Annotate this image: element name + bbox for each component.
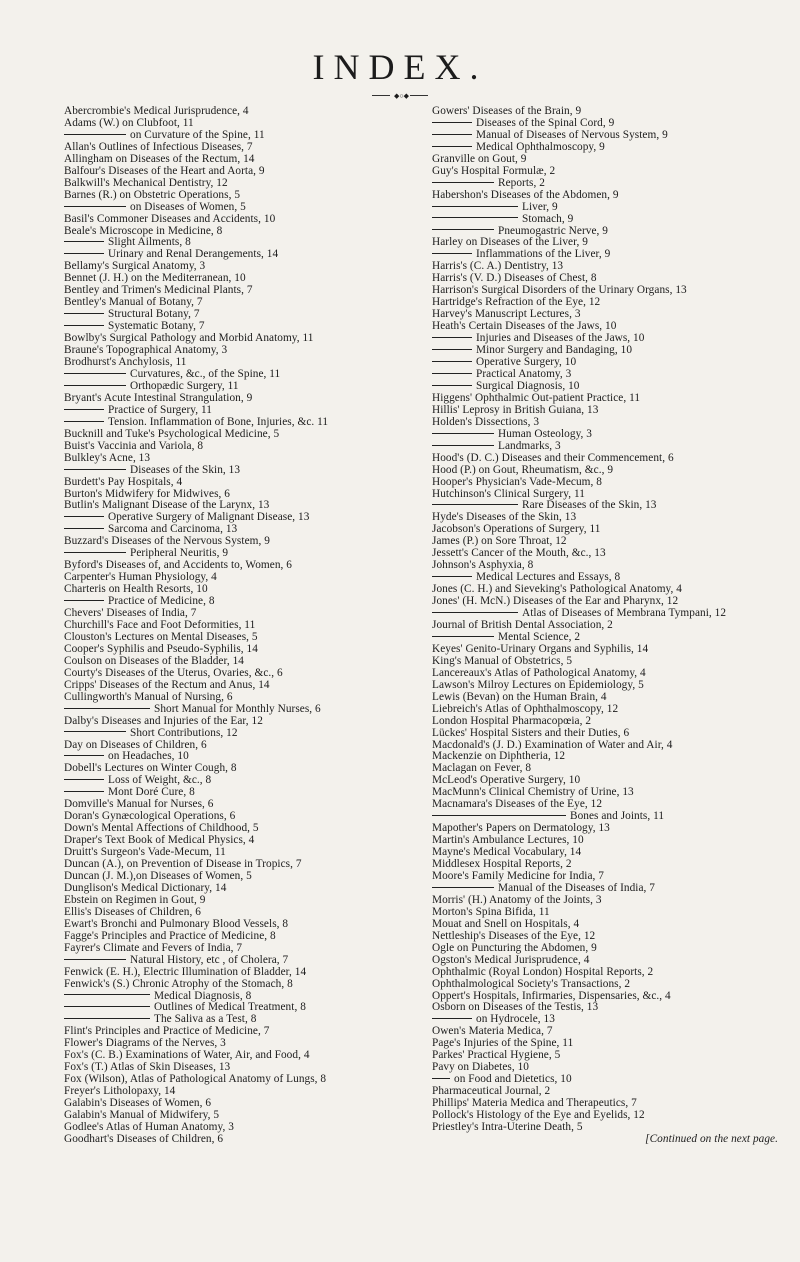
index-entry-text: on Food and Dietetics, 10: [454, 1073, 572, 1086]
index-entry-text: The Saliva as a Test, 8: [154, 1013, 257, 1026]
ditto-rule: [64, 385, 126, 386]
index-entry-text: Medical Lectures and Essays, 8: [476, 571, 621, 584]
index-entry-text: Morris' (H.) Anatomy of the Joints, 3: [432, 893, 602, 906]
index-entry-text: MacMunn's Clinical Chemistry of Urine, 13: [432, 786, 634, 799]
index-entry-text: Curvatures, &c., of the Spine, 11: [130, 367, 281, 380]
index-entry-text: Martin's Ambulance Lectures, 10: [432, 834, 584, 847]
index-entry-text: Pavy on Diabetes, 10: [432, 1061, 530, 1074]
index-entry-text: Mont Doré Cure, 8: [108, 786, 195, 799]
index-entry-text: Fox's (T.) Atlas of Skin Diseases, 13: [64, 1061, 231, 1074]
index-entry-text: Bowlby's Surgical Pathology and Morbid Anatomy, 11: [64, 332, 314, 345]
ditto-rule: [432, 636, 494, 637]
index-entry-text: Cripps' Diseases of the Rectum and Anus, 14: [64, 678, 270, 691]
index-entry-text: Medical Diagnosis, 8: [154, 989, 252, 1002]
index-entry-text: Manual of Diseases of Nervous System, 9: [476, 128, 668, 141]
ditto-rule: [64, 708, 150, 709]
index-entry-text: Clouston's Lectures on Mental Diseases, 5: [64, 630, 258, 643]
index-entry-text: Operative Surgery, 10: [476, 356, 577, 369]
index-entry-text: Higgens' Ophthalmic Out-patient Practice, 11: [432, 391, 641, 404]
index-entry-text: Jones (C. H.) and Sieveking's Pathological Anatomy, 4: [432, 583, 682, 596]
index-entry-text: Basil's Commoner Diseases and Accidents, 10: [64, 212, 276, 225]
index-entry-text: Gowers' Diseases of the Brain, 9: [432, 105, 582, 117]
index-entry-text: Hillis' Leprosy in British Guiana, 13: [432, 403, 599, 416]
index-entry-text: on Diseases of Women, 5: [130, 200, 246, 213]
index-entry-text: Atlas of Diseases of Membrana Tympani, 12: [522, 607, 727, 620]
index-entry-text: Bentley's Manual of Botany, 7: [64, 296, 203, 309]
index-entry-text: Surgical Diagnosis, 10: [476, 379, 580, 392]
index-entry-text: Granville on Gout, 9: [432, 152, 527, 165]
index-entry-text: Cullingworth's Manual of Nursing, 6: [64, 690, 233, 703]
ditto-rule: [432, 229, 494, 230]
index-entry-text: London Hospital Pharmacopœia, 2: [432, 714, 592, 727]
index-entry-text: Practice of Surgery, 11: [108, 403, 212, 416]
index-entry-text: Druitt's Surgeon's Vade-Mecum, 11: [64, 846, 226, 859]
ditto-rule: [64, 373, 126, 374]
index-entry-text: Human Osteology, 3: [498, 427, 592, 440]
index-entry-text: Sarcoma and Carcinoma, 13: [108, 523, 238, 536]
ditto-rule: [64, 469, 126, 470]
ornament-rule-left: [372, 95, 390, 96]
index-entry-text: Osborn on Diseases of the Testis, 13: [432, 1001, 599, 1014]
index-entry-text: on Curvature of the Spine, 11: [130, 128, 265, 141]
index-entry-text: Middlesex Hospital Reports, 2: [432, 858, 572, 871]
index-entry-text: Phillips' Materia Medica and Therapeutics, 7: [432, 1097, 637, 1110]
index-entry-text: Ogston's Medical Jurisprudence, 4: [432, 953, 590, 966]
ditto-rule: [64, 134, 126, 135]
index-entry-text: Pharmaceutical Journal, 2: [432, 1085, 551, 1098]
index-entry-text: Morton's Spina Bifida, 11: [432, 905, 550, 918]
index-entry-text: Bones and Joints, 11: [570, 810, 665, 823]
index-entry-text: Bucknill and Tuke's Psychological Medicine, 5: [64, 427, 280, 440]
index-entry-text: Mouat and Snell on Hospitals, 4: [432, 917, 580, 930]
index-entry-text: Churchill's Face and Foot Deformities, 11: [64, 618, 256, 631]
index-entry-text: on Headaches, 10: [108, 750, 189, 763]
ditto-rule: [64, 421, 104, 422]
index-entry-text: Tension. Inflammation of Bone, Injuries, &c. 11: [108, 415, 329, 428]
ditto-rule: [432, 182, 494, 183]
index-entry-text: Carpenter's Human Physiology, 4: [64, 571, 217, 584]
index-entry-text: Goodhart's Diseases of Children, 6: [64, 1132, 224, 1145]
index-entry-text: Diseases of the Spinal Cord, 9: [476, 116, 615, 129]
index-entry-text: Harris's (C. A.) Dentistry, 13: [432, 260, 564, 273]
ditto-rule: [64, 731, 126, 732]
index-entry-text: Down's Mental Affections of Childhood, 5: [64, 822, 259, 835]
index-entry-text: Ogle on Puncturing the Abdomen, 9: [432, 941, 597, 954]
index-entry-text: Butlin's Malignant Disease of the Larynx, 13: [64, 499, 270, 512]
ditto-rule: [432, 337, 472, 338]
index-entry-text: Jacobson's Operations of Surgery, 11: [432, 523, 601, 536]
index-entry-text: Landmarks, 3: [498, 439, 561, 452]
ditto-rule: [64, 516, 104, 517]
index-entry-text: Johnson's Asphyxia, 8: [432, 559, 534, 572]
index-entry-text: Outlines of Medical Treatment, 8: [154, 1001, 306, 1014]
index-entry-text: Urinary and Renal Derangements, 14: [108, 248, 279, 261]
index-entry-text: Keyes' Genito-Urinary Organs and Syphilis, 14: [432, 642, 649, 655]
index-entry-text: Practical Anatomy, 3: [476, 367, 572, 380]
index-entry-text: Ophthalmological Society's Transactions, 2: [432, 977, 631, 990]
index-entry-text: Lawson's Milroy Lectures on Epidemiology, 5: [432, 678, 644, 691]
ornament-rule-right: [410, 95, 428, 96]
index-entry-text: Braune's Topographical Anatomy, 3: [64, 344, 228, 357]
index-entry-text: Ewart's Bronchi and Pulmonary Blood Vessels, 8: [64, 917, 289, 930]
index-entry-text: Harvey's Manuscript Lectures, 3: [432, 308, 581, 321]
ditto-rule: [432, 385, 472, 386]
index-entry-text: Mental Science, 2: [498, 630, 581, 643]
page-title: INDEX.: [312, 47, 488, 87]
index-entry: [432, 190, 778, 202]
index-entry-text: Hood (P.) on Gout, Rheumatism, &c., 9: [432, 463, 614, 476]
index-entry-text: Pneumogastric Nerve, 9: [498, 224, 608, 237]
index-entry: [64, 369, 426, 381]
index-entry: [432, 429, 778, 441]
index-entry-text: Rare Diseases of the Skin, 13: [522, 499, 657, 512]
index-entry-text: Charteris on Health Resorts, 10: [64, 583, 208, 596]
index-entry-text: Galabin's Diseases of Women, 6: [64, 1097, 212, 1110]
index-entry-text: Galabin's Manual of Midwifery, 5: [64, 1109, 220, 1122]
index-entry-text: Loss of Weight, &c., 8: [108, 774, 212, 787]
index-entry-text: Cooper's Syphilis and Pseudo-Syphilis, 14: [64, 642, 258, 655]
index-entry-text: Pollock's Histology of the Eye and Eyelids, 12: [432, 1109, 645, 1122]
ditto-rule: [432, 122, 472, 123]
index-entry-text: Fagge's Principles and Practice of Medicine, 8: [64, 929, 276, 942]
ditto-rule: [64, 755, 104, 756]
ditto-rule: [64, 253, 104, 254]
ditto-rule: [64, 959, 126, 960]
index-entry-text: Minor Surgery and Bandaging, 10: [476, 344, 633, 357]
index-entry-text: Lancereaux's Atlas of Pathological Anatomy, 4: [432, 666, 646, 679]
index-entry: [64, 536, 426, 548]
index-entry-text: Bentley and Trimen's Medicinal Plants, 7: [64, 284, 253, 297]
index-entry-text: King's Manual of Obstetrics, 5: [432, 654, 573, 667]
index-entry-text: Fox (Wilson), Atlas of Pathological Anatomy of Lungs, 8: [64, 1073, 327, 1086]
index-entry-text: Habershon's Diseases of the Abdomen, 9: [432, 188, 619, 201]
index-entry-text: Fox's (C. B.) Examinations of Water, Air, and Food, 4: [64, 1049, 310, 1062]
index-entry-text: Heath's Certain Diseases of the Jaws, 10: [432, 320, 617, 333]
index-entry-text: Peripheral Neuritis, 9: [130, 547, 229, 560]
index-entry-text: Allingham on Diseases of the Rectum, 14: [64, 152, 255, 165]
index-entry-text: Burton's Midwifery for Midwives, 6: [64, 487, 230, 500]
index-entry-text: Short Contributions, 12: [130, 726, 238, 739]
index-entry-text: Macnamara's Diseases of the Eye, 12: [432, 798, 603, 811]
index-entry-text: Slight Ailments, 8: [108, 236, 191, 249]
index-entry-text: Byford's Diseases of, and Accidents to, Women, 6: [64, 559, 292, 572]
index-entry-text: Fenwick's (S.) Chronic Atrophy of the Stomach, 8: [64, 977, 293, 990]
index-entry-text: Parkes' Practical Hygiene, 5: [432, 1049, 561, 1062]
index-entry-text: Maclagan on Fever, 8: [432, 762, 532, 775]
index-entry-text: Hutchinson's Clinical Surgery, 11: [432, 487, 585, 500]
index-entry: [64, 1134, 426, 1146]
ditto-rule: [432, 361, 472, 362]
ditto-rule: [432, 612, 518, 613]
index-entry-text: Abercrombie's Medical Jurisprudence, 4: [64, 105, 249, 117]
index-entry-text: Hartridge's Refraction of the Eye, 12: [432, 296, 601, 309]
index-column-right: [432, 106, 778, 1146]
index-entry-text: Harrison's Surgical Disorders of the Urinary Organs, 13: [432, 284, 687, 297]
index-entry-text: Stomach, 9: [522, 212, 574, 225]
index-entry-text: Mayne's Medical Vocabulary, 14: [432, 846, 582, 859]
ditto-rule: [64, 206, 126, 207]
index-entry-text: Hooper's Physician's Vade-Mecum, 8: [432, 475, 602, 488]
index-entry-text: Draper's Text Book of Medical Physics, 4: [64, 834, 255, 847]
index-entry-text: Burdett's Pay Hospitals, 4: [64, 475, 183, 488]
index-entry: [432, 166, 778, 178]
index-entry-text: Ophthalmic (Royal London) Hospital Reports, 2: [432, 965, 654, 978]
ditto-rule: [64, 528, 104, 529]
index-entry-text: Moore's Family Medicine for India, 7: [432, 870, 604, 882]
ditto-rule: [432, 815, 566, 816]
index-entry: [64, 453, 426, 465]
index-entry-text: Harris's (V. D.) Diseases of Chest, 8: [432, 272, 597, 285]
ditto-rule: [432, 576, 472, 577]
index-entry-text: Coulson on Diseases of the Bladder, 14: [64, 654, 244, 667]
ditto-rule: [432, 445, 494, 446]
index-entry: [432, 417, 778, 429]
index-entry-text: Balkwill's Mechanical Dentistry, 12: [64, 176, 228, 189]
index-entry-text: Owen's Materia Medica, 7: [432, 1025, 553, 1038]
continued-note: [Continued on the next page.: [645, 1132, 778, 1145]
index-column-left: [64, 106, 426, 1146]
index-entry-text: Duncan (J. M.),on Diseases of Women, 5: [64, 870, 252, 882]
index-entry-text: Lückes' Hospital Sisters and their Duties, 6: [432, 726, 630, 739]
index-entry: [432, 202, 778, 214]
ditto-rule: [432, 433, 494, 434]
index-entry-text: Journal of British Dental Association, 2: [432, 618, 613, 631]
index-entry-text: James (P.) on Sore Throat, 12: [432, 535, 567, 548]
ditto-rule: [64, 1018, 150, 1019]
ditto-rule: [64, 791, 104, 792]
ditto-rule: [64, 313, 104, 314]
index-entry-text: Manual of the Diseases of India, 7: [498, 881, 655, 894]
index-entry-text: Ellis's Diseases of Children, 6: [64, 905, 201, 918]
index-entry-text: Hyde's Diseases of the Skin, 13: [432, 511, 577, 524]
index-entry-text: Duncan (A.), on Prevention of Disease in Tropics, 7: [64, 858, 302, 871]
ditto-rule: [64, 552, 126, 553]
ditto-rule: [432, 1078, 450, 1079]
index-entry-text: Jones' (H. McN.) Diseases of the Ear and Pharynx, 12: [432, 595, 679, 608]
ditto-rule: [432, 253, 472, 254]
index-entry-text: Balfour's Diseases of the Heart and Aorta, 9: [64, 164, 265, 177]
index-entry-text: Orthopædic Surgery, 11: [130, 379, 239, 392]
ditto-rule: [64, 409, 104, 410]
index-entry-text: Medical Ophthalmoscopy, 9: [476, 140, 605, 153]
index-entry-text: Injuries and Diseases of the Jaws, 10: [476, 332, 645, 345]
index-entry-text: Fenwick (E. H.), Electric Illumination of Bladder, 14: [64, 965, 307, 978]
index-entry-text: Practice of Medicine, 8: [108, 595, 215, 608]
index-entry-text: Godlee's Atlas of Human Anatomy, 3: [64, 1121, 234, 1134]
index-entry-text: on Hydrocele, 13: [476, 1013, 555, 1026]
index-entry-text: Adams (W.) on Clubfoot, 11: [64, 116, 194, 129]
index-entry-text: Barnes (R.) on Obstetric Operations, 5: [64, 188, 241, 201]
index-entry-text: Guy's Hospital Formulæ, 2: [432, 164, 556, 177]
index-entry-text: Dalby's Diseases and Injuries of the Ear, 12: [64, 714, 263, 727]
ditto-rule: [64, 779, 104, 780]
index-entry-text: Bulkley's Acne, 13: [64, 451, 151, 464]
ditto-rule: [432, 134, 472, 135]
index-entry-text: Oppert's Hospitals, Infirmaries, Dispensaries, &c., 4: [432, 989, 671, 1002]
index-entry-text: Courty's Diseases of the Uterus, Ovaries, &c., 6: [64, 666, 283, 679]
index-entry-text: Freyer's Litholopaxy, 14: [64, 1085, 176, 1098]
index-entry-text: Flint's Principles and Practice of Medicine, 7: [64, 1025, 270, 1038]
index-entry-text: Allan's Outlines of Infectious Diseases, 7: [64, 140, 253, 153]
index-entry-text: Bellamy's Surgical Anatomy, 3: [64, 260, 206, 273]
index-entry-text: Nettleship's Diseases of the Eye, 12: [432, 929, 596, 942]
index-entry-text: Jessett's Cancer of the Mouth, &c., 13: [432, 547, 606, 560]
index-entry-text: Structural Botany, 7: [108, 308, 200, 321]
ditto-rule: [432, 1018, 472, 1019]
index-entry-text: Fayrer's Climate and Fevers of India, 7: [64, 941, 243, 954]
ditto-rule: [432, 217, 518, 218]
index-entry-text: Page's Injuries of the Spine, 11: [432, 1037, 574, 1050]
ditto-rule: [64, 1006, 150, 1007]
ditto-rule: [432, 373, 472, 374]
ditto-rule: [64, 600, 104, 601]
index-entry-text: Buzzard's Diseases of the Nervous System, 9: [64, 535, 270, 548]
index-entry-text: Domville's Manual for Nurses, 6: [64, 798, 214, 811]
index-entry-text: Beale's Microscope in Medicine, 8: [64, 224, 223, 237]
ditto-rule: [64, 241, 104, 242]
index-entry-text: Lewis (Bevan) on the Human Brain, 4: [432, 690, 607, 703]
index-entry-text: Flower's Diagrams of the Nerves, 3: [64, 1037, 226, 1050]
index-entry-text: Operative Surgery of Malignant Disease, 13: [108, 511, 310, 524]
index-entry-text: Mapother's Papers on Dermatology, 13: [432, 822, 610, 835]
index-entry-text: Day on Diseases of Children, 6: [64, 738, 207, 751]
index-entry-text: Brodhurst's Anchylosis, 11: [64, 356, 187, 369]
ditto-rule: [64, 994, 150, 995]
ditto-rule: [432, 349, 472, 350]
index-entry-text: Natural History, etc , of Cholera, 7: [130, 953, 289, 966]
ditto-rule: [432, 887, 494, 888]
index-entry-text: Harley on Diseases of the Liver, 9: [432, 236, 588, 249]
index-entry: [432, 620, 778, 632]
index-entry: [64, 716, 426, 728]
index-entry-text: Systematic Botany, 7: [108, 320, 205, 333]
ditto-rule: [432, 504, 518, 505]
index-entry-text: Buist's Vaccinia and Variola, 8: [64, 439, 204, 452]
index-entry-text: Liver, 9: [522, 200, 558, 213]
index-entry-text: Mackenzie on Diphtheria, 12: [432, 750, 566, 763]
index-entry-text: Holden's Dissections, 3: [432, 415, 540, 428]
index-entry-text: Bryant's Acute Intestinal Strangulation, 9: [64, 391, 253, 404]
index-entry-text: Diseases of the Skin, 13: [130, 463, 241, 476]
index-entry-text: Hood's (D. C.) Diseases and their Commencement, 6: [432, 451, 674, 464]
index-entry-text: Bennet (J. H.) on the Mediterranean, 10: [64, 272, 246, 285]
index-entry-text: Reports, 2: [498, 176, 545, 189]
index-entry-text: Ebstein on Regimen in Gout, 9: [64, 893, 206, 906]
index-entry-text: Dunglison's Medical Dictionary, 14: [64, 881, 227, 894]
title-ornament: [372, 92, 428, 100]
index-entry-text: McLeod's Operative Surgery, 10: [432, 774, 581, 787]
ditto-rule: [432, 206, 518, 207]
index-entry-text: Chevers' Diseases of India, 7: [64, 607, 197, 620]
index-entry-text: Short Manual for Monthly Nurses, 6: [154, 702, 321, 715]
ornament-diamond-icon: ◆○◆: [394, 92, 409, 100]
index-entry-text: Dobell's Lectures on Winter Cough, 8: [64, 762, 237, 775]
index-entry-text: Macdonald's (J. D.) Examination of Water and Air, 4: [432, 738, 673, 751]
index-entry-text: Doran's Gynæcological Operations, 6: [64, 810, 236, 823]
index-entry-text: Priestley's Intra-Uterine Death, 5: [432, 1121, 583, 1134]
index-entry-text: Inflammations of the Liver, 9: [476, 248, 611, 261]
ditto-rule: [432, 146, 472, 147]
index-entry-text: Liebreich's Atlas of Ophthalmoscopy, 12: [432, 702, 619, 715]
ditto-rule: [64, 325, 104, 326]
